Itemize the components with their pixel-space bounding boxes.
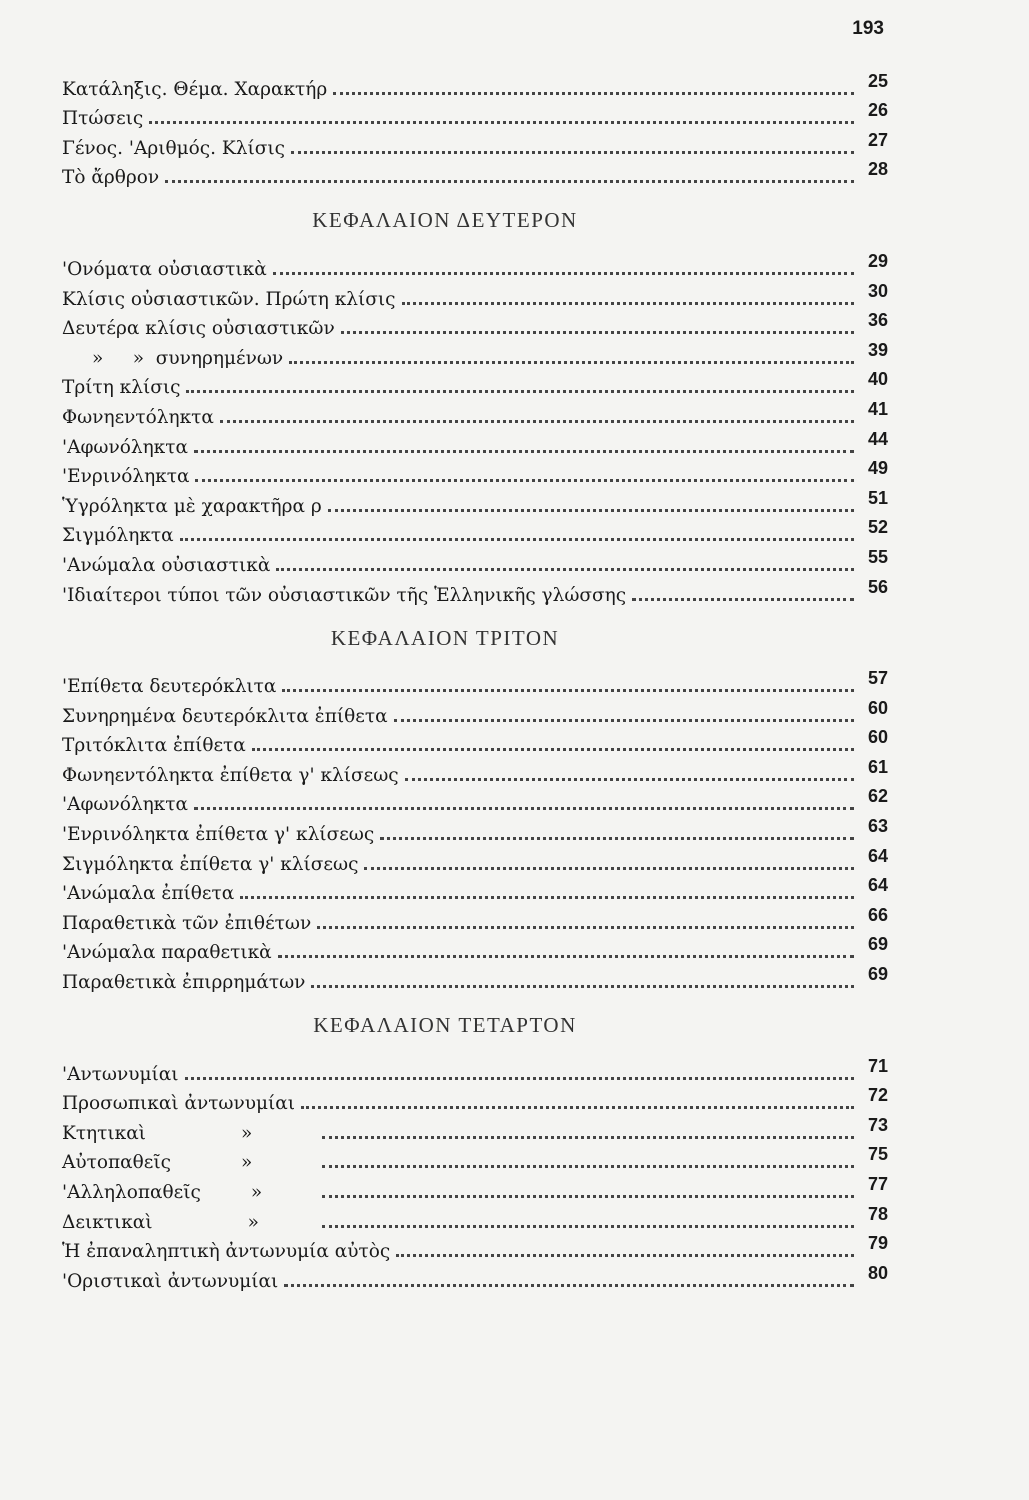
chapter-heading: ΚΕΦΑΛΑΙΟΝ ΤΡΙΤΟΝ xyxy=(330,625,560,650)
dot-leader xyxy=(380,837,854,840)
toc-entry-page: 29 xyxy=(867,250,888,271)
toc-entry-page: 61 xyxy=(867,756,888,777)
toc-entry-title: 'Ενρινόληκτα ἐπίθετα γ' κλίσεως xyxy=(62,824,375,846)
toc-entry-title: 'Ανώμαλα παραθετικὰ xyxy=(62,942,272,964)
ditto-mark: » xyxy=(240,1122,253,1144)
toc-entry-page: 44 xyxy=(867,428,888,449)
toc-entry xyxy=(62,904,888,934)
toc-entry xyxy=(62,727,888,757)
toc-entry xyxy=(62,100,888,130)
chapter-heading: ΚΕΦΑΛΑΙΟΝ ΤΕΤΑΡΤΟΝ xyxy=(313,1013,577,1038)
dot-leader xyxy=(165,180,854,183)
dot-leader xyxy=(240,896,854,899)
toc-entry-page: 66 xyxy=(867,904,888,925)
toc-entry xyxy=(62,1114,888,1144)
toc-entry-page: 63 xyxy=(867,816,888,837)
dot-leader xyxy=(180,538,854,541)
toc-entry xyxy=(62,546,888,576)
toc-entry-page: 26 xyxy=(867,100,888,121)
toc-entry-title xyxy=(62,1152,262,1173)
toc-entry-page: 77 xyxy=(867,1174,888,1194)
toc-entry xyxy=(62,845,888,875)
dot-leader xyxy=(284,1284,854,1287)
toc-section xyxy=(62,70,888,188)
toc-entry-page: 71 xyxy=(867,1055,888,1076)
dot-leader xyxy=(632,598,854,601)
toc-entry-page: 69 xyxy=(867,934,888,955)
toc-entry-title: Φωνηεντόληκτα xyxy=(62,406,214,428)
dot-leader xyxy=(194,450,854,453)
ditto-mark: » xyxy=(247,1211,259,1233)
toc-entry-title: Γένος. 'Αριθμός. Κλίσις xyxy=(62,137,285,159)
toc-entry xyxy=(62,339,888,369)
dot-leader xyxy=(185,1077,854,1080)
dot-leader xyxy=(396,1254,854,1257)
toc-entry xyxy=(62,70,888,100)
toc-entry xyxy=(62,1144,888,1174)
toc-entry-page: 60 xyxy=(867,697,888,718)
toc-entry-page: 51 xyxy=(867,487,888,508)
dot-leader xyxy=(322,1225,854,1228)
toc-entry xyxy=(62,1203,888,1233)
toc-entry-title xyxy=(62,1212,262,1233)
toc-entry-page: 36 xyxy=(867,310,888,331)
toc-entry-title: Ἡ ἐπαναληπτικὴ ἀντωνυμία αὐτὸς xyxy=(62,1241,391,1263)
dot-leader xyxy=(220,420,854,423)
toc-entry-title: Τριτόκλιτα ἐπίθετα xyxy=(62,735,246,757)
toc-entry-page: 57 xyxy=(867,668,888,689)
toc-entry-page: 27 xyxy=(867,129,888,150)
toc-entry xyxy=(62,487,888,517)
toc-entry-page: 78 xyxy=(867,1203,888,1224)
toc-entry xyxy=(62,815,888,845)
toc-entry-page: 72 xyxy=(867,1085,888,1106)
toc-entry-page: 75 xyxy=(867,1144,888,1165)
toc-entry-title xyxy=(62,1123,262,1144)
toc-entry-title: Κατάληξις. Θέμα. Χαρακτήρ xyxy=(62,78,328,100)
dot-leader xyxy=(276,568,854,571)
toc-entry xyxy=(62,129,888,159)
toc-entry-page: 62 xyxy=(867,786,888,807)
toc-entry xyxy=(62,398,888,428)
toc-entry-page: 64 xyxy=(867,875,888,896)
toc-entry xyxy=(62,934,888,964)
dot-leader xyxy=(322,1195,854,1198)
ditto-mark: » xyxy=(240,1152,253,1174)
toc-entry-title: 'Επίθετα δευτερόκλιτα xyxy=(62,676,277,698)
toc-entry-title: 'Ονόματα οὐσιαστικὰ xyxy=(62,258,267,280)
toc-entry xyxy=(62,280,888,310)
toc-entry xyxy=(62,1055,888,1085)
dot-leader xyxy=(195,479,854,482)
dot-leader xyxy=(252,748,854,751)
toc-entry xyxy=(62,250,888,280)
dot-leader xyxy=(186,390,854,393)
chapter-heading: ΚΕΦΑΛΑΙΟΝ ΔΕΥΤΕΡΟΝ xyxy=(312,208,578,233)
toc-entry-title: Φωνηεντόληκτα ἐπίθετα γ' κλίσεως xyxy=(62,764,399,786)
toc-entry xyxy=(62,517,888,547)
toc-entry-title-text: Αὐτοπαθεῖς xyxy=(62,1152,171,1174)
toc-entry-page: 79 xyxy=(867,1233,888,1254)
toc-entry-page: 52 xyxy=(867,517,888,538)
toc-entry-title: » » συνηρημένων xyxy=(92,347,284,369)
toc-entry-page: 69 xyxy=(867,964,888,985)
dot-leader xyxy=(317,926,854,929)
toc-entry xyxy=(62,576,888,606)
toc-entry-title-text: Κτητικαὶ xyxy=(62,1122,146,1144)
dot-leader xyxy=(149,121,854,124)
toc-entry-title-text: Δεικτικαὶ xyxy=(62,1211,153,1233)
dot-leader xyxy=(311,985,854,988)
dot-leader xyxy=(328,509,854,512)
dot-leader xyxy=(402,302,854,305)
toc-entry xyxy=(62,668,888,698)
dot-leader xyxy=(278,955,854,958)
toc-entry xyxy=(62,1262,888,1292)
dot-leader xyxy=(289,361,854,364)
dot-leader xyxy=(333,92,854,95)
toc-entry-title: Κλίσις οὐσιαστικῶν. Πρώτη κλίσις xyxy=(62,288,396,310)
toc-section xyxy=(62,1007,888,1292)
toc-entry-title: Πτώσεις xyxy=(62,108,144,130)
dot-leader xyxy=(322,1136,854,1139)
toc-entry-title: Συνηρημένα δευτερόκλιτα ἐπίθετα xyxy=(62,705,388,727)
dot-leader xyxy=(291,151,854,154)
toc-entry xyxy=(62,1085,888,1115)
toc-entry-page: 49 xyxy=(867,458,888,479)
toc-section xyxy=(62,202,888,605)
dot-leader xyxy=(282,689,854,692)
toc-entry xyxy=(62,1173,888,1203)
toc-entry-title: Παραθετικὰ ἐπιρρημάτων xyxy=(62,972,306,994)
toc-entry-page: 39 xyxy=(867,339,888,360)
toc-entry-title: 'Αντωνυμίαι xyxy=(62,1063,179,1085)
dot-leader xyxy=(364,867,854,870)
toc-entry-page: 60 xyxy=(867,727,888,748)
toc-entry xyxy=(62,159,888,189)
toc-entry-page: 56 xyxy=(867,576,888,597)
dot-leader xyxy=(341,331,854,334)
toc-entry xyxy=(62,310,888,340)
toc-entry-page: 28 xyxy=(867,159,888,180)
toc-entry xyxy=(62,756,888,786)
toc-entry-page: 55 xyxy=(867,546,888,567)
toc-entry xyxy=(62,428,888,458)
toc-entry xyxy=(62,963,888,993)
toc-entry-title: Τρίτη κλίσις xyxy=(62,377,181,399)
toc-entry-title: Δευτέρα κλίσις οὐσιαστικῶν xyxy=(62,318,335,340)
toc-entry-page: 73 xyxy=(867,1114,888,1135)
toc-entry-title: Ὑγρόληκτα μὲ χαρακτῆρα ρ xyxy=(62,495,322,517)
dot-leader xyxy=(301,1106,854,1109)
toc-entry xyxy=(62,786,888,816)
page-number: 193 xyxy=(852,18,884,39)
toc-entry xyxy=(62,875,888,905)
toc-entry-title: 'Αφωνόληκτα xyxy=(62,436,188,458)
toc-entry-title: Προσωπικαὶ ἀντωνυμίαι xyxy=(62,1093,296,1115)
toc-entry-title: 'Ανώμαλα οὐσιαστικὰ xyxy=(62,554,271,576)
table-of-contents xyxy=(62,70,888,1292)
toc-entry-page: 80 xyxy=(867,1262,888,1283)
toc-entry-title xyxy=(62,1182,262,1203)
toc-entry xyxy=(62,458,888,488)
toc-entry xyxy=(62,369,888,399)
toc-entry-title: Παραθετικὰ τῶν ἐπιθέτων xyxy=(62,912,312,934)
toc-entry-page: 64 xyxy=(867,845,888,866)
toc-entry-page: 25 xyxy=(867,70,888,91)
dot-leader xyxy=(405,778,854,781)
toc-entry-page: 41 xyxy=(867,398,888,419)
toc-section xyxy=(62,620,888,994)
toc-entry-title: 'Ιδιαίτεροι τύποι τῶν οὐσιαστικῶν τῆς Ἑλληνικῆς γλώσσης xyxy=(62,584,627,606)
dot-leader xyxy=(273,272,854,275)
toc-entry-title-text: 'Αλληλοπαθεῖς xyxy=(62,1182,201,1203)
toc-entry-title: 'Αφωνόληκτα xyxy=(62,794,188,816)
toc-entry xyxy=(62,697,888,727)
ditto-mark: » xyxy=(250,1182,263,1203)
toc-entry-title: Σιγμόληκτα xyxy=(62,525,174,547)
toc-entry-page: 30 xyxy=(867,280,888,301)
toc-entry-title: 'Οριστικαὶ ἀντωνυμίαι xyxy=(62,1270,279,1292)
dot-leader xyxy=(194,807,854,810)
toc-entry-title: 'Ανώμαλα ἐπίθετα xyxy=(62,883,235,905)
toc-entry-title: Τὸ ἄρθρον xyxy=(62,167,160,189)
toc-entry-page: 40 xyxy=(867,369,888,390)
toc-entry-title: 'Ενρινόληκτα xyxy=(62,466,190,488)
dot-leader xyxy=(394,719,854,722)
toc-entry-title: Σιγμόληκτα ἐπίθετα γ' κλίσεως xyxy=(62,853,359,875)
dot-leader xyxy=(322,1165,854,1168)
toc-entry xyxy=(62,1233,888,1263)
